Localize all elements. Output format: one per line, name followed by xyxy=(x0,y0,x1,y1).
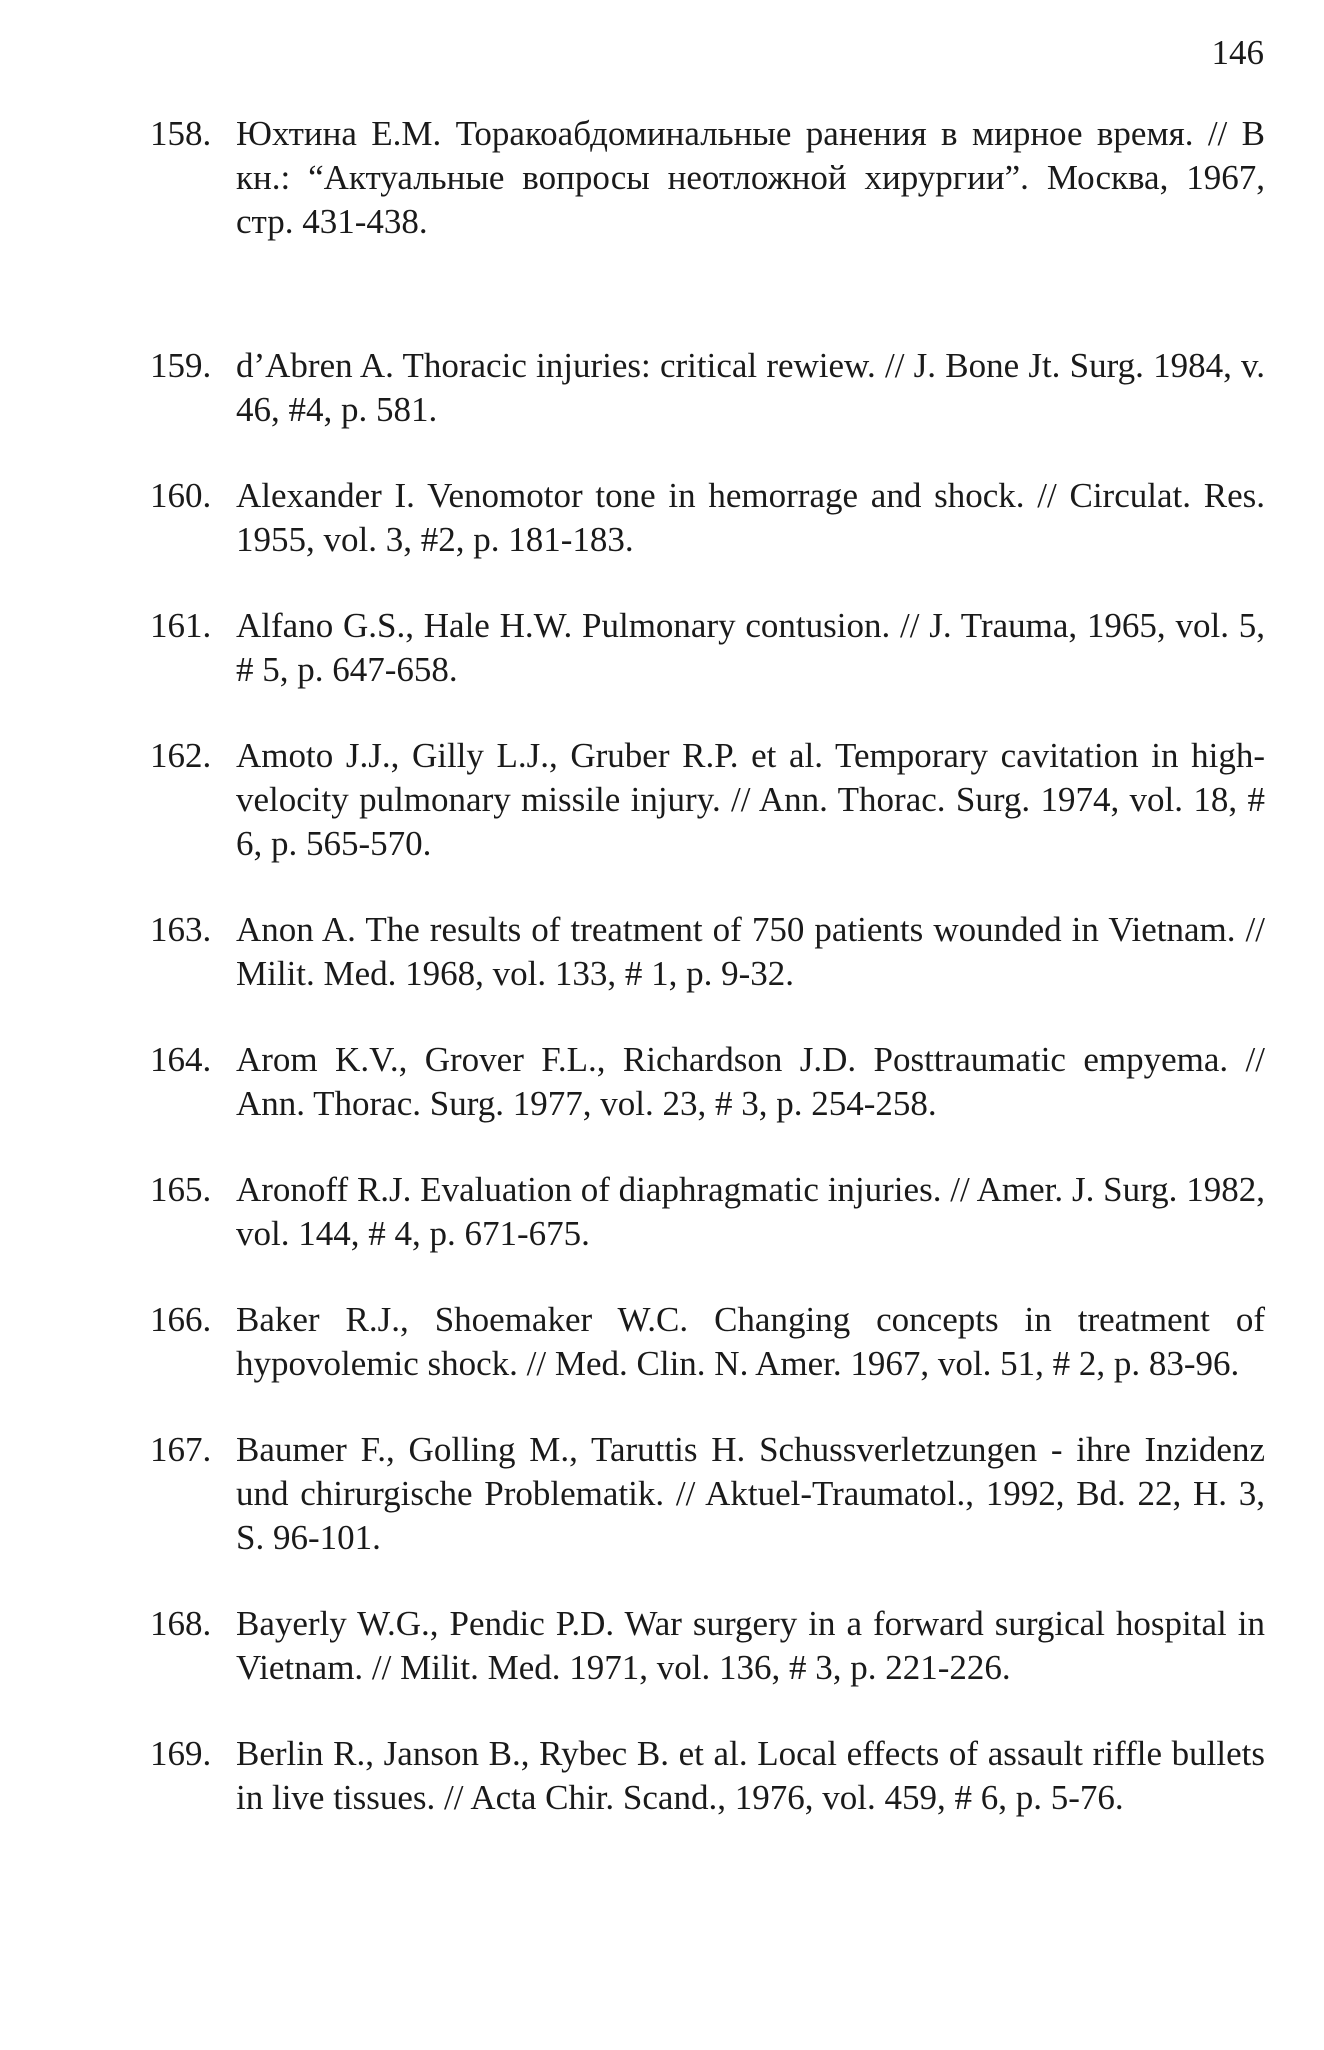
reference-number: 164. xyxy=(150,1040,212,1079)
reference-item xyxy=(150,112,1265,244)
reference-number: 160. xyxy=(150,476,212,515)
reference-number: 162. xyxy=(150,736,212,775)
reference-text: d’Abren A. Thoracic injuries: critical rewiew. // J. Bone Jt. Surg. 1984, v. 46, #4, p. 581. xyxy=(236,346,1265,429)
reference-number: 163. xyxy=(150,910,212,949)
reference-item xyxy=(150,604,1265,692)
page-number: 146 xyxy=(1211,33,1264,72)
reference-text: Юхтина Е.М. Торакоабдоминальные ранения в мирное время. // В кн.: “Актуальные вопросы неотложной хирургии”. Москва, 1967, стр. 431-438. xyxy=(236,114,1265,241)
reference-item xyxy=(150,908,1265,996)
reference-text: Alexander I. Venomotor tone in hemorrage and shock. // Circulat. Res. 1955, vol. 3, #2, p. 181-183. xyxy=(236,476,1265,559)
reference-number: 158. xyxy=(150,114,212,153)
reference-number: 161. xyxy=(150,606,212,645)
reference-number: 165. xyxy=(150,1170,212,1209)
reference-item xyxy=(150,1298,1265,1386)
reference-text: Baumer F., Golling M., Taruttis H. Schussverletzungen - ihre Inzidenz und chirurgische Problematik. // Aktuel-Traumatol., 1992, Bd. 22, H. 3, S. 96-101. xyxy=(236,1430,1265,1557)
reference-text: Anon A. The results of treatment of 750 patients wounded in Vietnam. // Milit. Med. 1968, vol. 133, # 1, p. 9-32. xyxy=(236,910,1265,993)
reference-text: Aronoff R.J. Evaluation of diaphragmatic injuries. // Amer. J. Surg. 1982, vol. 144, # 4, p. 671-675. xyxy=(236,1170,1265,1253)
reference-item xyxy=(150,474,1265,562)
reference-item xyxy=(150,1168,1265,1256)
reference-text: Arom K.V., Grover F.L., Richardson J.D. Posttraumatic empyema. // Ann. Thorac. Surg. 1977, vol. 23, # 3, p. 254-258. xyxy=(236,1040,1265,1123)
reference-number: 159. xyxy=(150,346,212,385)
reference-item xyxy=(150,344,1265,432)
reference-number: 168. xyxy=(150,1604,212,1643)
reference-item xyxy=(150,1602,1265,1690)
reference-text: Bayerly W.G., Pendic P.D. War surgery in a forward surgical hospital in Vietnam. // Milit. Med. 1971, vol. 136, # 3, p. 221-226. xyxy=(236,1604,1265,1687)
reference-text: Berlin R., Janson B., Rybec B. et al. Local effects of assault riffle bullets in live tissues. // Acta Chir. Scand., 1976, vol. 459, # 6, p. 5-76. xyxy=(236,1734,1265,1817)
reference-item xyxy=(150,1428,1265,1560)
reference-text: Amoto J.J., Gilly L.J., Gruber R.P. et al. Temporary cavitation in high-velocity pulmonary missile injury. // Ann. Thorac. Surg. 1974, vol. 18, # 6, p. 565-570. xyxy=(236,736,1265,863)
reference-text: Alfano G.S., Hale H.W. Pulmonary contusion. // J. Trauma, 1965, vol. 5, # 5, p. 647-658. xyxy=(236,606,1265,689)
reference-item xyxy=(150,1732,1265,1820)
reference-number: 166. xyxy=(150,1300,212,1339)
reference-item xyxy=(150,734,1265,866)
reference-list xyxy=(150,112,1265,1862)
reference-item xyxy=(150,1038,1265,1126)
reference-number: 169. xyxy=(150,1734,212,1773)
reference-text: Baker R.J., Shoemaker W.C. Changing concepts in treatment of hypovolemic shock. // Med. Clin. N. Amer. 1967, vol. 51, # 2, p. 83-96. xyxy=(236,1300,1265,1383)
reference-number: 167. xyxy=(150,1430,212,1469)
